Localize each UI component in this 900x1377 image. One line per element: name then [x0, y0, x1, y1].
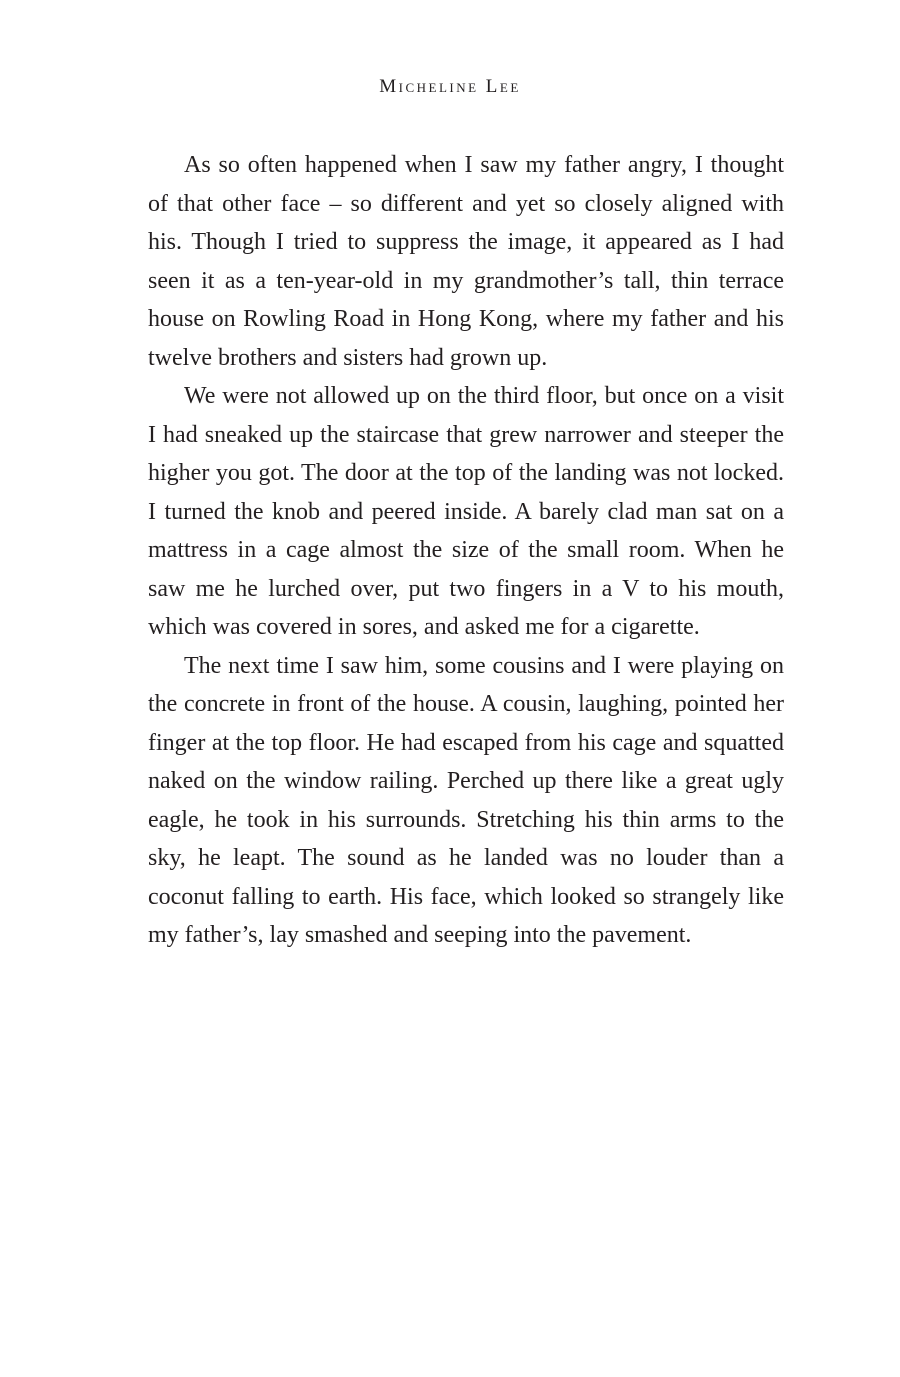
body-text [148, 146, 784, 955]
paragraph-1: As so often happened when I saw my father angry, I thought of that other face – so different and yet so closely aligned with his. Though I tried to suppress the image, it appeared as I had seen it as a ten-year-old in my grandmother’s tall, thin terrace house on Rowling Road in Hong Kong, where my father and his twelve brothers and sisters had grown up. [148, 152, 784, 371]
paragraph-3: The next time I saw him, some cousins and I were playing on the concrete in front of the house. A cousin, laughing, pointed her finger at the top floor. He had escaped from his cage and squatted naked on the window railing. Perched up there like a great ugly eagle, he took in his surrounds. Stretching his thin arms to the sky, he leapt. The sound as he landed was no louder than a coconut falling to earth. His face, which looked so strangely like my father’s, lay smashed and seeping into the pavement. [148, 652, 784, 948]
paragraph-2: We were not allowed up on the third floor, but once on a visit I had sneaked up the staircase that grew narrower and steeper the higher you got. The door at the top of the landing was not locked. I turned the knob and peered inside. A barely clad man sat on a mattress in a cage almost the size of the small room. When he saw me he lurched over, put two fingers in a V to his mouth, which was covered in sores, and asked me for a cigarette. [148, 383, 784, 640]
running-head-author: Micheline Lee [379, 76, 521, 97]
